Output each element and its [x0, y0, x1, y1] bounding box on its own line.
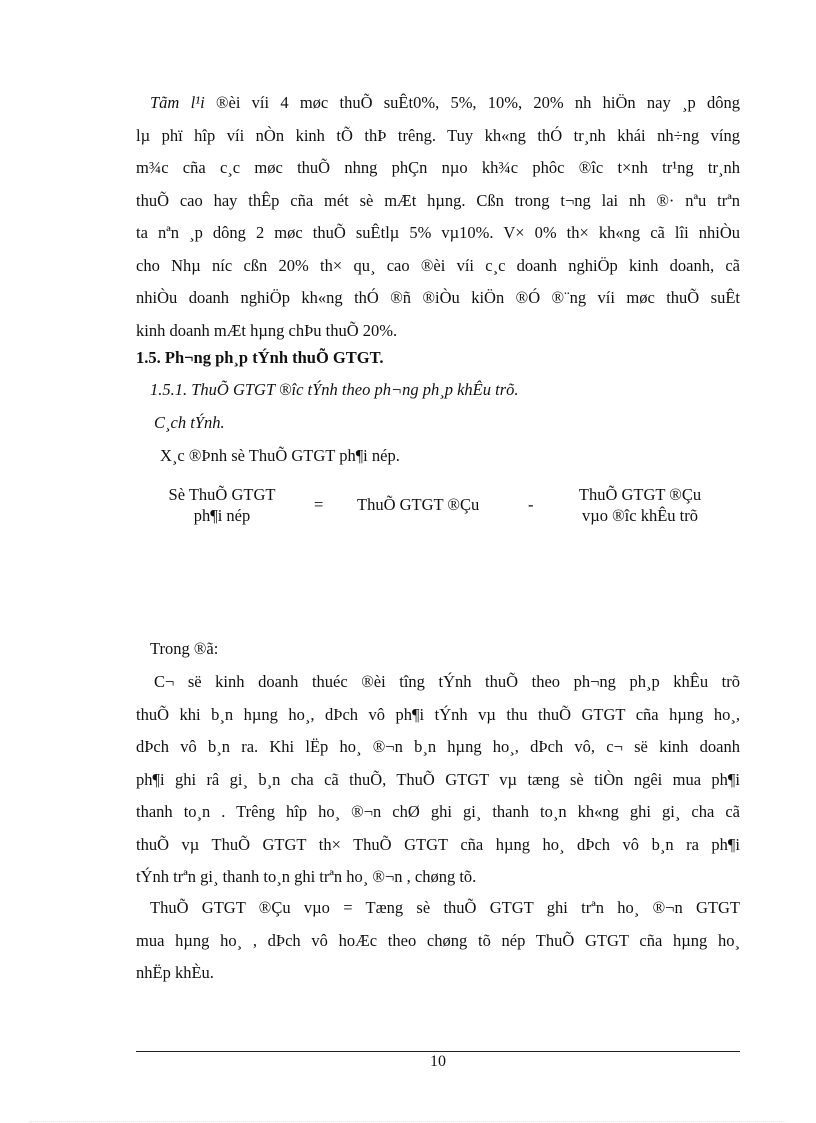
paragraph-line: thanh to¸n . Trêng hîp ho¸ ®¬n chØ ghi gi¸ thanh to¸n kh«ng ghi gi¸ cha cã	[136, 802, 740, 821]
method-label: C¸ch tÝnh.	[154, 413, 225, 432]
paragraph-lead-italic: Tãm l¹i	[150, 93, 205, 112]
formula-right-line1: ThuÕ GTGT ®Çu	[578, 485, 702, 504]
vat-formula	[150, 484, 740, 534]
paragraph-line: nhËp khÈu.	[136, 963, 214, 982]
subsection-heading: 1.5.1. ThuÕ GTGT ®îc tÝnh theo ph¬ng ph¸p khÊu trõ.	[150, 380, 519, 399]
paragraph-line: kinh doanh mÆt hµng chÞu thuÕ 20%.	[136, 320, 398, 340]
formula-right-line2: vµo ®îc khÊu trõ	[582, 506, 698, 525]
page-bottom-border	[30, 1121, 786, 1122]
paragraph-line: lµ phï hîp víi nÒn kinh tÕ thÞ trêng. Tuy kh«ng thÓ tr¸nh khái nh÷ng víng	[136, 125, 740, 145]
section-heading: 1.5. Ph¬ng ph¸p tÝnh thuÕ GTGT.	[136, 348, 384, 367]
formula-right-term	[560, 484, 720, 526]
formula-middle-term: ThuÕ GTGT ®Çu	[357, 495, 480, 514]
paragraph-line: tÝnh trªn gi¸ thanh to¸n ghi trªn ho¸ ®¬n , chøng tõ.	[136, 867, 477, 886]
formula-left-line1: Sè ThuÕ GTGT	[168, 485, 276, 504]
paragraph-line: C¬ së kinh doanh thuéc ®èi tîng tÝnh thuÕ theo ph¬ng ph¸p khÊu trõ	[154, 672, 740, 691]
where-label: Trong ®ã:	[150, 639, 219, 658]
paragraph-line: thuÕ vµ ThuÕ GTGT th× ThuÕ GTGT cña hµng ho¸ dÞch vô b¸n ra ph¶i	[136, 834, 740, 854]
paragraph-line: m¾c cña c¸c møc thuÕ nhng phÇn nµo kh¾c phôc ®îc t×nh tr¹ng tr¸nh	[136, 158, 740, 177]
paragraph-line: ThuÕ GTGT ®Çu vµo = Tæng sè thuÕ GTGT ghi trªn ho¸ ®¬n GTGT	[150, 898, 740, 917]
paragraph-line: dÞch vô b¸n ra. Khi lËp ho¸ ®¬n b¸n hµng ho¸, dÞch vô, c¬ së kinh doanh	[136, 737, 740, 756]
paragraph-line: ta nªn ¸p dông 2 møc thuÕ suÊtlµ 5% vµ10%. V× 0% th× kh«ng cã lîi nhiÒu	[136, 223, 740, 242]
footer-rule	[136, 1051, 740, 1052]
paragraph-deduction-method	[136, 666, 740, 894]
paragraph-line-rest: ®èi víi 4 møc thuÕ suÊt0%, 5%, 10%, 20% nh hiÖn nay ¸p dông	[204, 93, 740, 112]
determine-label: X¸c ®Þnh sè ThuÕ GTGT ph¶i nép.	[160, 446, 400, 465]
formula-left-term	[152, 484, 292, 526]
paragraph-line	[136, 87, 740, 120]
paragraph-line: thuÕ cao hay thÊp cña mét sè mÆt hµng. Cßn trong t¬ng lai nh ®· nªu trªn	[136, 190, 740, 210]
paragraph-input-vat	[136, 892, 740, 990]
paragraph-line: cho Nhµ níc cßn 20% th× qu¸ cao ®èi víi c¸c doanh nghiÖp kinh doanh, cã	[136, 255, 740, 275]
paragraph-line: thuÕ khi b¸n hµng ho¸, dÞch vô ph¶i tÝnh vµ thu thuÕ GTGT cña hµng ho¸,	[136, 704, 740, 724]
page-number: 10	[430, 1053, 446, 1070]
formula-left-line2: ph¶i nép	[193, 506, 251, 525]
paragraph-line: mua hµng ho¸ , dÞch vô hoÆc theo chøng tõ nép ThuÕ GTGT cña hµng ho¸	[136, 930, 740, 950]
paragraph-tax-rates	[136, 87, 740, 347]
paragraph-line: nhiÒu doanh nghiÖp kh«ng thÓ ®ñ ®iÒu kiÖn ®Ó ®¨ng víi møc thuÕ suÊt	[136, 288, 740, 307]
formula-minus-sign: -	[528, 495, 534, 514]
formula-equals-sign: =	[314, 495, 324, 514]
paragraph-line: ph¶i ghi râ gi¸ b¸n cha cã thuÕ, ThuÕ GTGT vµ tæng sè tiÒn ngêi mua ph¶i	[136, 769, 740, 789]
